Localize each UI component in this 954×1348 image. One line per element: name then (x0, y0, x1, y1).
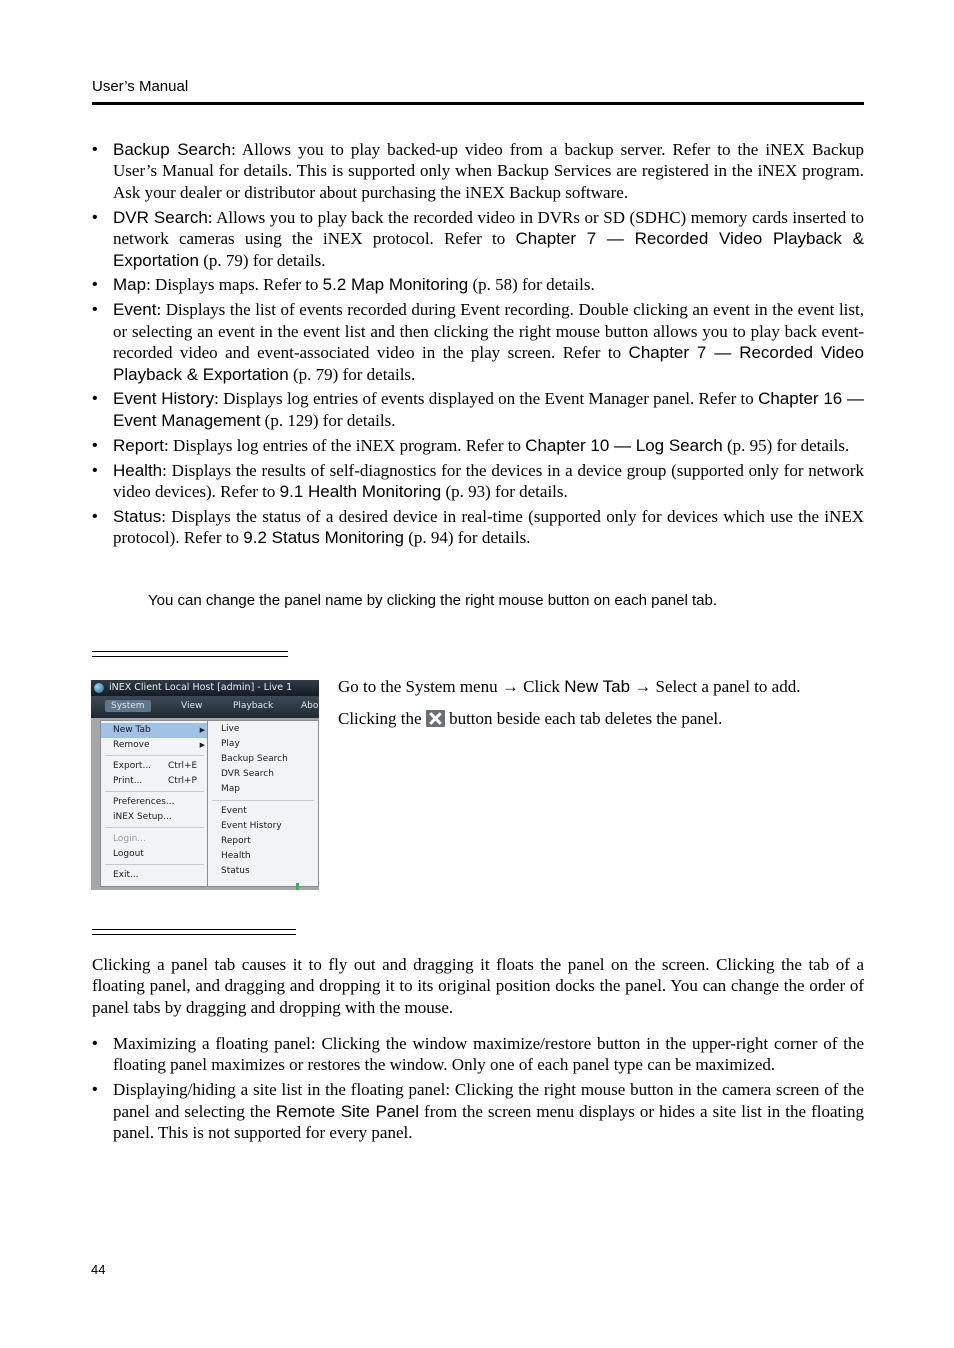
menu-view[interactable]: View (181, 701, 203, 711)
menu-playback[interactable]: Playback (233, 701, 274, 711)
status-indicator (296, 883, 299, 890)
description: : Displays the results of self-diagnostics for the devices in a device group (supported only for network video devices). Refer to (113, 460, 864, 502)
menu-item-preferences[interactable]: Preferences... (113, 797, 175, 807)
description: : Displays log entries of events displayed on the Event Manager panel. Refer to (214, 389, 759, 409)
description: : Allows you to play backed-up video from a backup server. Refer to the iNEX Backup User’s Manual for details. This is supported only when Backup Services are registered in the iNEX program. Ask your dealer or distributor about purchasing the iNEX Backup software. (113, 140, 864, 202)
delete-panel-instruction: Clicking the button beside each tab deletes the panel. (338, 709, 723, 728)
menu-item-print[interactable]: Print... Ctrl+P (113, 776, 197, 786)
term-dvr-search: DVR Search (113, 207, 208, 227)
close-icon (426, 710, 445, 727)
list-item: • Displaying/hiding a site list in the floating panel: Clicking the right mouse button in the camera screen of the panel and selecting the Remote Site Panel from the screen menu displays or hides a site list in the floating panel. This is not supported for every panel. (92, 1079, 864, 1143)
menu-screenshot (91, 680, 319, 890)
submenu-item-event[interactable]: Event (221, 806, 247, 816)
header-title: User’s Manual (92, 78, 189, 95)
floating-list (92, 1033, 864, 1147)
menu-item-new-tab[interactable]: New Tab ▶ (101, 723, 208, 738)
submenu-item-report[interactable]: Report (221, 836, 251, 846)
menu-about[interactable]: Abo (301, 701, 319, 711)
menu-item-export[interactable]: Export... Ctrl+E (113, 761, 198, 771)
menu-separator (105, 791, 204, 792)
menu-item-logout[interactable]: Logout (113, 849, 144, 859)
menu-bar (91, 696, 319, 718)
menu-item-exit[interactable]: Exit... (113, 870, 139, 880)
term-map: Map (113, 275, 147, 295)
list-item (92, 460, 864, 503)
window-title-bar (91, 680, 319, 696)
menu-item-inex-setup[interactable]: iNEX Setup... (113, 812, 172, 822)
list-item (92, 207, 864, 271)
description: : Displays log entries of the iNEX program. Refer to (164, 435, 526, 455)
term-status: Status (113, 507, 162, 526)
cross-reference: 9.1 Health Monitoring (279, 482, 442, 502)
page-number: 44 (91, 1262, 106, 1277)
cross-reference: 9.2 Status Monitoring (243, 528, 404, 548)
menu-separator (105, 827, 204, 828)
menu-system[interactable]: System (105, 700, 151, 712)
description: : Displays the list of events recorded during Event recording. Double clicking an event in the event list, or selecting an event in the event list and then clicking the right mouse button allows you to play back event-recorded video and event-associated video in the play screen. Refer to (113, 300, 864, 363)
description-end: (p. 79) for details. (199, 250, 326, 270)
window-title: iNEX Client Local Host [admin] - Live 1 (109, 682, 293, 693)
menu-separator (105, 864, 204, 865)
globe-icon (94, 683, 104, 693)
add-panel-instruction: Go to the System menu → Click New Tab → Select a panel to add. (338, 677, 801, 696)
list-item: • Maximizing a floating panel: Clicking the window maximize/restore button in the upper-right corner of the floating panel maximizes or restores the window. Only one of each panel type can be maximized. (92, 1033, 864, 1076)
list-item (92, 506, 864, 549)
cross-reference: 5.2 Map Monitoring (322, 275, 469, 295)
system-menu (100, 720, 209, 887)
description: : Displays maps. Refer to (146, 275, 323, 295)
cross-reference: Chapter 7 — Recorded Video Playback & Exportation (113, 343, 864, 384)
new-tab-submenu (207, 720, 319, 887)
submenu-item-health[interactable]: Health (221, 851, 251, 861)
description-end: (p. 94) for details. (403, 528, 531, 548)
term-report: Report (113, 435, 165, 455)
cross-reference: Chapter 10 — Log Search (525, 435, 723, 455)
submenu-item-dvr-search[interactable]: DVR Search (221, 769, 274, 779)
submenu-item-live[interactable]: Live (221, 724, 240, 734)
section-rule (92, 929, 296, 935)
description-end: (p. 129) for details. (260, 410, 396, 430)
submenu-item-map[interactable]: Map (221, 784, 240, 794)
list-item (92, 299, 864, 385)
arrow-right-icon: ▶ (199, 726, 205, 734)
menu-separator (212, 800, 314, 801)
list-item (92, 139, 864, 203)
submenu-item-status[interactable]: Status (221, 866, 250, 876)
menu-item-remove[interactable]: Remove ▶ (101, 738, 208, 753)
arrow-right-icon: ▶ (199, 741, 205, 749)
menu-item-login: Login... (113, 834, 146, 844)
note-text: You can change the panel name by clicking the right mouse button on each panel tab. (148, 592, 718, 609)
list-item (92, 274, 864, 295)
term-event-history: Event History (113, 389, 215, 409)
submenu-item-backup-search[interactable]: Backup Search (221, 754, 288, 764)
cross-reference: Chapter 7 — Recorded Video Playback & Exportation (113, 229, 864, 270)
menu-separator (105, 755, 204, 756)
term-backup-search: Backup Search (113, 140, 232, 159)
cross-reference: Remote Site Panel (275, 1101, 419, 1121)
submenu-item-play[interactable]: Play (221, 739, 240, 749)
description-end: (p. 58) for details. (468, 275, 595, 295)
header-rule (92, 102, 864, 105)
section-rule (92, 651, 288, 657)
term-health: Health (113, 460, 163, 480)
floating-paragraph: Clicking a panel tab causes it to fly out and dragging it floats the panel on the screen. Clicking the tab of a floating panel, and dragging and dropping it to its original position docks the panel. You can change the order of panel tabs by dragging and dropping with the mouse. (92, 955, 864, 1017)
cross-reference: New Tab (564, 677, 631, 696)
cross-reference: Chapter 16 — Event Management (113, 389, 864, 430)
description: : Displays the status of a desired device in real-time (supported only for devices which use the iNEX protocol). Refer to (113, 507, 864, 548)
panel-list (92, 139, 864, 552)
submenu-item-event-history[interactable]: Event History (221, 821, 282, 831)
description-end: (p. 79) for details. (288, 364, 416, 384)
list-item (92, 435, 864, 456)
description: : Allows you to play back the recorded video in DVRs or SD (SDHC) memory cards inserted to network cameras using the iNEX protocol. Refer to (113, 207, 864, 249)
description-end: (p. 93) for details. (441, 482, 568, 502)
term-event: Event (113, 300, 157, 320)
list-item (92, 388, 864, 431)
description-end: (p. 95) for details. (722, 435, 850, 455)
